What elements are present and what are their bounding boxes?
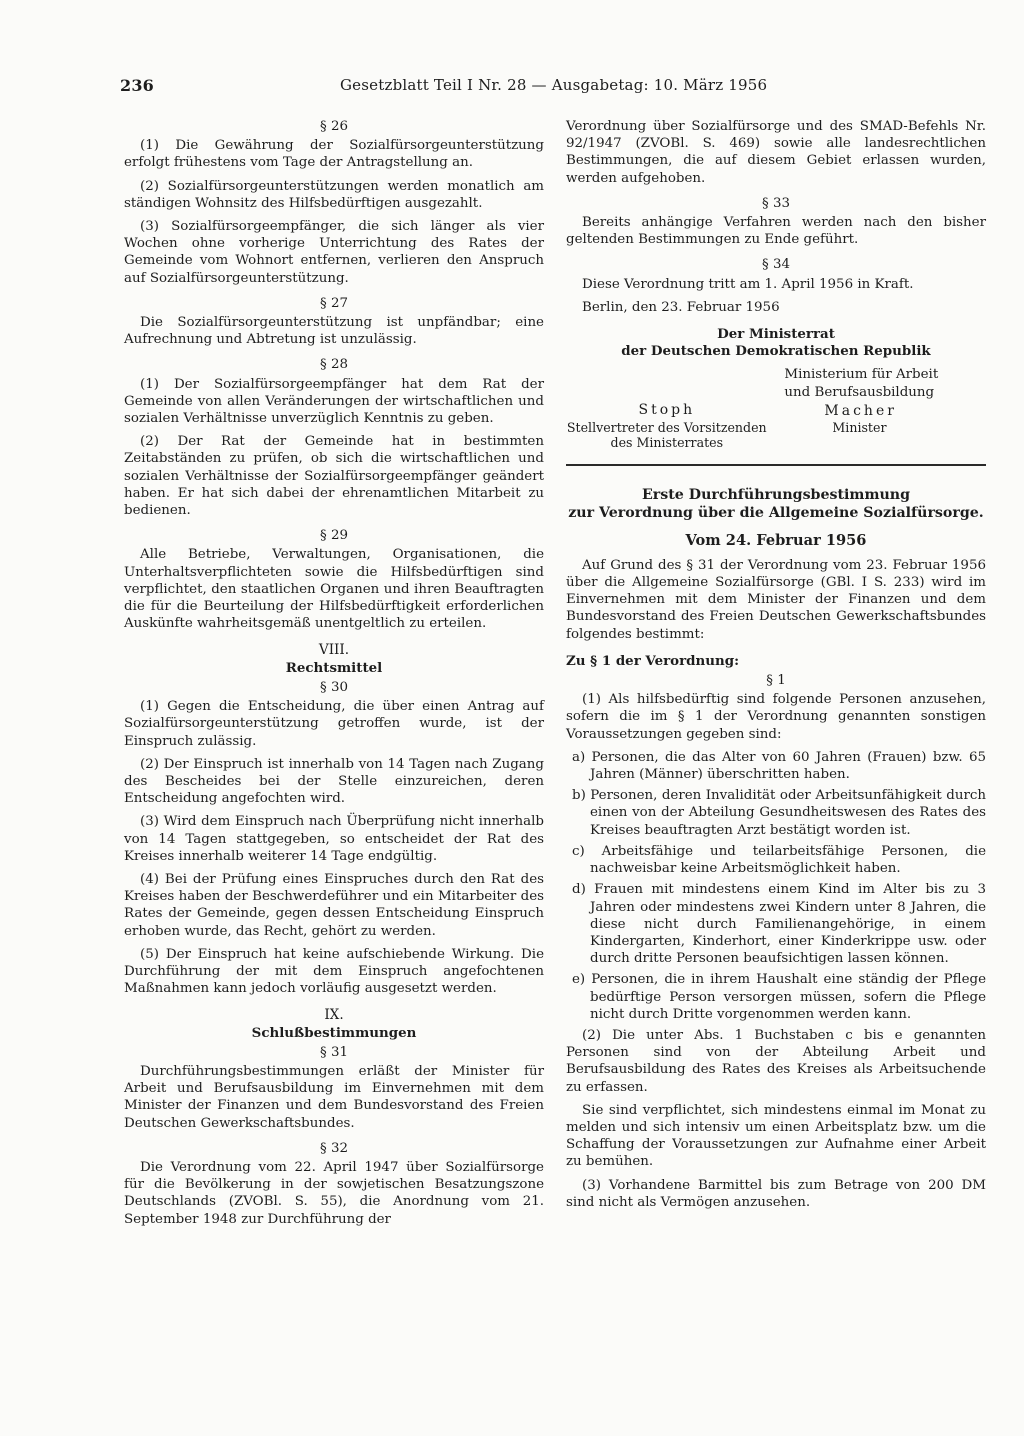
council-line-2: der Deutschen Demokratischen Republik	[621, 343, 931, 360]
section-heading: § 29	[320, 528, 348, 544]
list-item: b) Personen, deren Invalidität oder Arbeitsunfähigkeit durch einen von der Abteilung Gesundheitswesen des Rates des Kreises beauftragten Arzt bestätigt worden ist.	[572, 788, 986, 838]
paragraph: (2) Die unter Abs. 1 Buchstaben c bis e genannten Personen sind von der Abteilung Arbeit und Berufsausbildung des Rates des Kreises als Arbeitsuchende zu erfassen.	[566, 1027, 986, 1095]
paragraph: (2) Der Rat der Gemeinde hat in bestimmten Zeitabständen zu prüfen, ob sich die wirtschaftlichen und sozialen Verhältnisse der Sozialfürsorgeempfänger geändert haben. Er hat sich dabei der ehrenamtlichen Mitarbeit zu bedienen.	[124, 434, 544, 519]
section-heading: § 26	[320, 119, 348, 134]
page-number: 236	[120, 76, 154, 95]
paragraph: (4) Bei der Prüfung eines Einspruches durch den Rat des Kreises haben der Beschwerdeführer und ein Mitarbeiter des Rates der Gemeinde, gegen dessen Entscheidung Einspruch erhoben wurde, das Recht, gehört zu werden.	[124, 871, 544, 939]
section-heading: § 30	[320, 679, 348, 695]
signatory-name: Macher	[824, 402, 897, 419]
ministry-line-1: Ministerium für Arbeit	[784, 367, 939, 383]
paragraph: Alle Betriebe, Verwaltungen, Organisationen, die Unterhaltsverpflichteten sowie die Hilfsbedürftigen sind verpflichtet, den staatlichen Organen und ihren Beauftragten die für die Beurteilung der Hilfsbedürftigkeit erforderlichen Auskünfte wahrheitsgemäß unentgeltlich zu erteilen.	[124, 547, 544, 632]
section-heading: § 27	[320, 295, 348, 311]
signatory-title: Stellvertreter des Vorsitzenden	[566, 419, 767, 435]
list-item: a) Personen, die das Alter von 60 Jahren (Frauen) bzw. 65 Jahren (Männer) überschritten haben.	[572, 749, 986, 783]
chapter-title: Rechtsmittel	[285, 659, 383, 676]
document-date: Vom 24. Februar 1956	[685, 531, 867, 549]
place-date: Berlin, den 23. Februar 1956	[582, 299, 780, 315]
divider	[566, 464, 986, 466]
signatory-right	[774, 366, 986, 449]
paragraph: (2) Der Einspruch ist innerhalb von 14 Tagen nach Zugang des Bescheides bei der Stelle einzureichen, deren Entscheidung angefochten wird.	[124, 756, 544, 807]
paragraph: Die Verordnung vom 22. April 1947 über Sozialfürsorge für die Bevölkerung in der sowjetischen Besatzungszone Deutschlands (ZVOBl. S. 55), die Anordnung vom 21. September 1948 zur Durchführung der	[124, 1159, 544, 1227]
signatory-name: Stoph	[638, 402, 696, 419]
section-heading: § 32	[320, 1140, 348, 1156]
signature-row	[566, 366, 986, 449]
paragraph: (1) Gegen die Entscheidung, die über einen Antrag auf Sozialfürsorgeunterstützung getroffen wurde, ist der Einspruch zulässig.	[124, 699, 544, 749]
chapter-number: IX.	[324, 1007, 344, 1024]
running-title: Gesetzblatt Teil I Nr. 28 — Ausgabetag: 10. März 1956	[340, 76, 768, 94]
paragraph: (1) Der Sozialfürsorgeempfänger hat dem Rat der Gemeinde von allen Veränderungen der wirtschaftlichen und sozialen Verhältnisse unverzüglich Kenntnis zu geben.	[124, 376, 544, 427]
council-name	[566, 326, 986, 360]
paragraph: (3) Wird dem Einspruch nach Überprüfung nicht innerhalb von 14 Tagen stattgegeben, so entscheidet der Rat des Kreises innerhalb weiterer 14 Tage endgültig.	[124, 814, 544, 864]
paragraph: (3) Sozialfürsorgeempfänger, die sich länger als vier Wochen ohne vorherige Unterrichtung des Rates der Gemeinde vom Wohnort entfernen, verlieren den Anspruch auf Sozialfürsorgeunterstützung.	[124, 219, 544, 286]
paragraph: Verordnung über Sozialfürsorge und des SMAD-Befehls Nr. 92/1947 (ZVOBl. S. 469) sowie alle landesrechtlichen Bestimmungen, die auf diesem Gebiet erlassen wurden, werden aufgehoben.	[566, 119, 986, 186]
paragraph: Diese Verordnung tritt am 1. April 1956 in Kraft.	[582, 276, 914, 292]
signatory-title: des Ministerrates	[610, 434, 724, 450]
ministry-line-2: und Berufsausbildung	[784, 384, 935, 400]
section-heading: § 28	[320, 357, 348, 373]
signature-block	[566, 326, 986, 450]
signatory-left	[566, 366, 768, 449]
section-heading: § 33	[762, 195, 790, 211]
paragraph: (3) Vorhandene Barmittel bis zum Betrage von 200 DM sind nicht als Vermögen anzusehen.	[566, 1177, 986, 1210]
chapter-title: Schlußbestimmungen	[251, 1024, 417, 1041]
paragraph: (1) Die Gewährung der Sozialfürsorgeunterstützung erfolgt frühestens vom Tage der Antragstellung an.	[124, 138, 544, 171]
section-heading: § 31	[320, 1044, 348, 1060]
document-title-line-1: Erste Durchführungsbestimmung	[641, 486, 911, 503]
section-heading: § 1	[766, 673, 786, 689]
section-heading: § 34	[762, 257, 790, 273]
paragraph: Durchführungsbestimmungen erläßt der Minister für Arbeit und Berufsausbildung im Einvernehmen mit dem Minister der Finanzen und dem Bundesvorstand des Freien Deutschen Gewerkschaftsbundes.	[124, 1063, 544, 1131]
paragraph: Die Sozialfürsorgeunterstützung ist unpfändbar; eine Aufrechnung und Abtretung ist unzulässig.	[124, 315, 544, 348]
list-item: d) Frauen mit mindestens einem Kind im Alter bis zu 3 Jahren oder mindestens zwei Kindern unter 8 Jahren, die diese nicht durch Familienangehörige, in einem Kindergarten, Kinderhort, einer Kinderkrippe usw. oder durch dritte Personen beaufsichtigen lassen können.	[572, 882, 986, 967]
paragraph: (2) Sozialfürsorgeunterstützungen werden monatlich am ständigen Wohnsitz des Hilfsbedürftigen ausgezahlt.	[124, 178, 544, 211]
paragraph: (5) Der Einspruch hat keine aufschiebende Wirkung. Die Durchführung der mit dem Einspruch angefochtenen Maßnahmen kann jedoch vorläufig ausgesetzt werden.	[124, 946, 544, 997]
right-column	[566, 118, 986, 1217]
council-line-1: Der Ministerrat	[717, 326, 835, 343]
signatory-title: Minister	[832, 420, 887, 436]
intro-paragraph: Auf Grund des § 31 der Verordnung vom 23. Februar 1956 über die Allgemeine Sozialfürsorge (GBl. I S. 233) wird im Einvernehmen mit dem Minister der Finanzen und dem Bundesvorstand des Freien Deutschen Gewerkschaftsbundes folgendes bestimmt:	[566, 557, 986, 642]
list-item: e) Personen, die in ihrem Haushalt eine ständig der Pflege bedürftige Person versorgen müssen, sofern die Pflege nicht durch Dritte vorgenommen werden kann.	[572, 972, 986, 1022]
document-title-line-2: zur Verordnung über die Allgemeine Sozialfürsorge.	[568, 504, 984, 521]
document-title	[566, 486, 986, 522]
paragraph: (1) Als hilfsbedürftig sind folgende Personen anzusehen, sofern die im § 1 der Verordnung genannten sonstigen Voraussetzungen gegeben sind:	[566, 692, 986, 742]
paragraph: Sie sind verpflichtet, sich mindestens einmal im Monat zu melden und sich intensiv um einen Arbeitsplatz bzw. um die Schaffung der Voraussetzungen zur Aufnahme einer Arbeit zu bemühen.	[566, 1102, 986, 1170]
paragraph: Bereits anhängige Verfahren werden nach den bisher geltenden Bestimmungen zu Ende geführt.	[566, 215, 986, 248]
subheading: Zu § 1 der Verordnung:	[566, 652, 740, 669]
chapter-number: VIII.	[318, 642, 350, 659]
list-item: c) Arbeitsfähige und teilarbeitsfähige Personen, die nachweisbar keine Arbeitsmöglichkeit haben.	[572, 843, 986, 877]
left-column	[124, 118, 544, 1234]
